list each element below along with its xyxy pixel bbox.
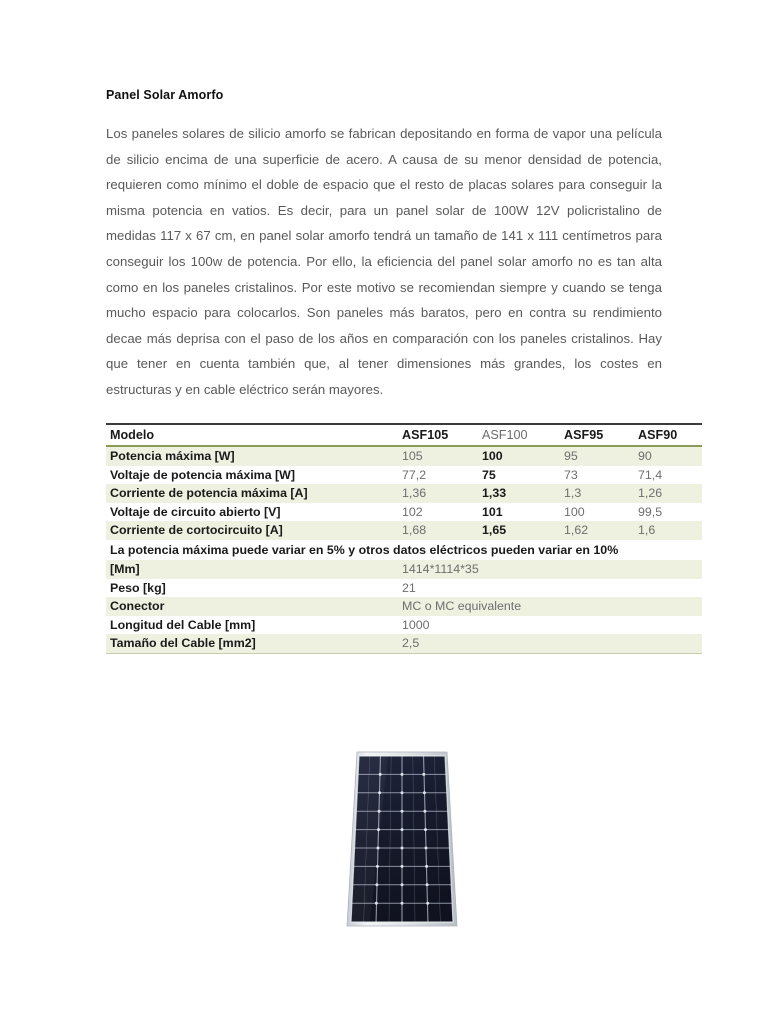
row-value-asf95: 73 <box>564 467 578 482</box>
specifications-table <box>106 423 702 654</box>
row-value-asf90: 1,6 <box>638 523 656 538</box>
table-row <box>106 446 702 466</box>
table-row <box>106 560 702 579</box>
row-value: 1414*1114*35 <box>402 562 479 577</box>
row-value-asf95: 100 <box>564 504 585 519</box>
row-value-asf100: 75 <box>482 467 496 482</box>
header-cell-asf105: ASF105 <box>398 424 478 447</box>
table-row <box>106 616 702 635</box>
table-row <box>106 634 702 653</box>
row-value-asf95: 1,62 <box>564 523 589 538</box>
page-title: Panel Solar Amorfo <box>106 88 224 102</box>
table-row <box>106 597 702 616</box>
row-label: Conector <box>110 599 165 614</box>
row-value-asf90: 71,4 <box>638 467 663 482</box>
row-label: Corriente de potencia máxima [A] <box>110 486 308 501</box>
row-value: 1000 <box>402 617 430 632</box>
table-row <box>106 466 702 485</box>
table-note-row <box>106 540 702 561</box>
row-value-asf90: 99,5 <box>638 504 663 519</box>
row-value-asf90: 1,26 <box>638 486 663 501</box>
row-value-asf90: 90 <box>638 449 652 464</box>
header-cell-asf100: ASF100 <box>478 424 560 447</box>
row-label: Longitud del Cable [mm] <box>110 617 256 632</box>
solar-panel-illustration <box>336 744 468 934</box>
table-header-row <box>106 424 702 447</box>
document-content <box>106 88 678 654</box>
row-value-asf100: 1,33 <box>482 486 507 501</box>
row-value-asf105: 1,36 <box>402 486 427 501</box>
intro-paragraph: Los paneles solares de silicio amorfo se fabrican depositando en forma de vapor una película de silicio encima de una superficie de acero. A causa de su menor densidad de potencia, requieren como mínimo el doble de espacio que el resto de placas solares para conseguir la misma potencia en vatios. Es decir, para un panel solar de 100W 12V policristalino de medidas 117 x 67 cm, en panel solar amorfo tendrá un tamaño de 141 x 111 centímetros para conseguir los 100w de potencia. Por ello, la eficiencia del panel solar amorfo no es tan alta como en los paneles cristalinos. Por este motivo se recomiendan siempre y cuando se tenga mucho espacio para colocarlos. Son paneles más baratos, pero en contra su rendimiento decae más deprisa con el paso de los años en comparación con los paneles cristalinos. Hay que tener en cuenta también que, al tener dimensiones más grandes, los costes en estructuras y en cable eléctrico serán mayores. <box>106 126 662 397</box>
row-label: Voltaje de circuito abierto [V] <box>110 504 281 519</box>
table-row <box>106 579 702 598</box>
row-value-asf105: 102 <box>402 504 423 519</box>
row-label: Voltaje de potencia máxima [W] <box>110 467 295 482</box>
solar-panel-figure <box>336 744 468 934</box>
row-value-asf100: 101 <box>482 504 503 519</box>
row-value-asf105: 77,2 <box>402 467 427 482</box>
row-label: Tamaño del Cable [mm2] <box>106 634 398 653</box>
row-value-asf105: 105 <box>402 449 423 464</box>
row-label: [Mm] <box>110 562 140 577</box>
row-value: MC o MC equivalente <box>402 599 522 614</box>
row-value: 21 <box>402 580 416 595</box>
table-row <box>106 503 702 522</box>
table-row <box>106 521 702 540</box>
row-value-asf100: 1,65 <box>482 523 507 538</box>
row-label: Potencia máxima [W] <box>110 449 235 464</box>
row-value: 2,5 <box>398 634 702 653</box>
row-value-asf95: 1,3 <box>564 486 582 501</box>
tolerance-note: La potencia máxima puede variar en 5% y otros datos eléctricos pueden variar en 10% <box>110 542 619 557</box>
table-row <box>106 484 702 503</box>
row-label: Peso [kg] <box>110 580 166 595</box>
row-label: Corriente de cortocircuito [A] <box>110 523 283 538</box>
row-value-asf105: 1,68 <box>402 523 427 538</box>
row-value-asf100: 100 <box>482 449 503 464</box>
header-cell-asf90: ASF90 <box>634 424 702 447</box>
header-cell-asf95: ASF95 <box>560 424 634 447</box>
header-cell-model: Modelo <box>106 424 398 447</box>
row-value-asf95: 95 <box>564 449 578 464</box>
